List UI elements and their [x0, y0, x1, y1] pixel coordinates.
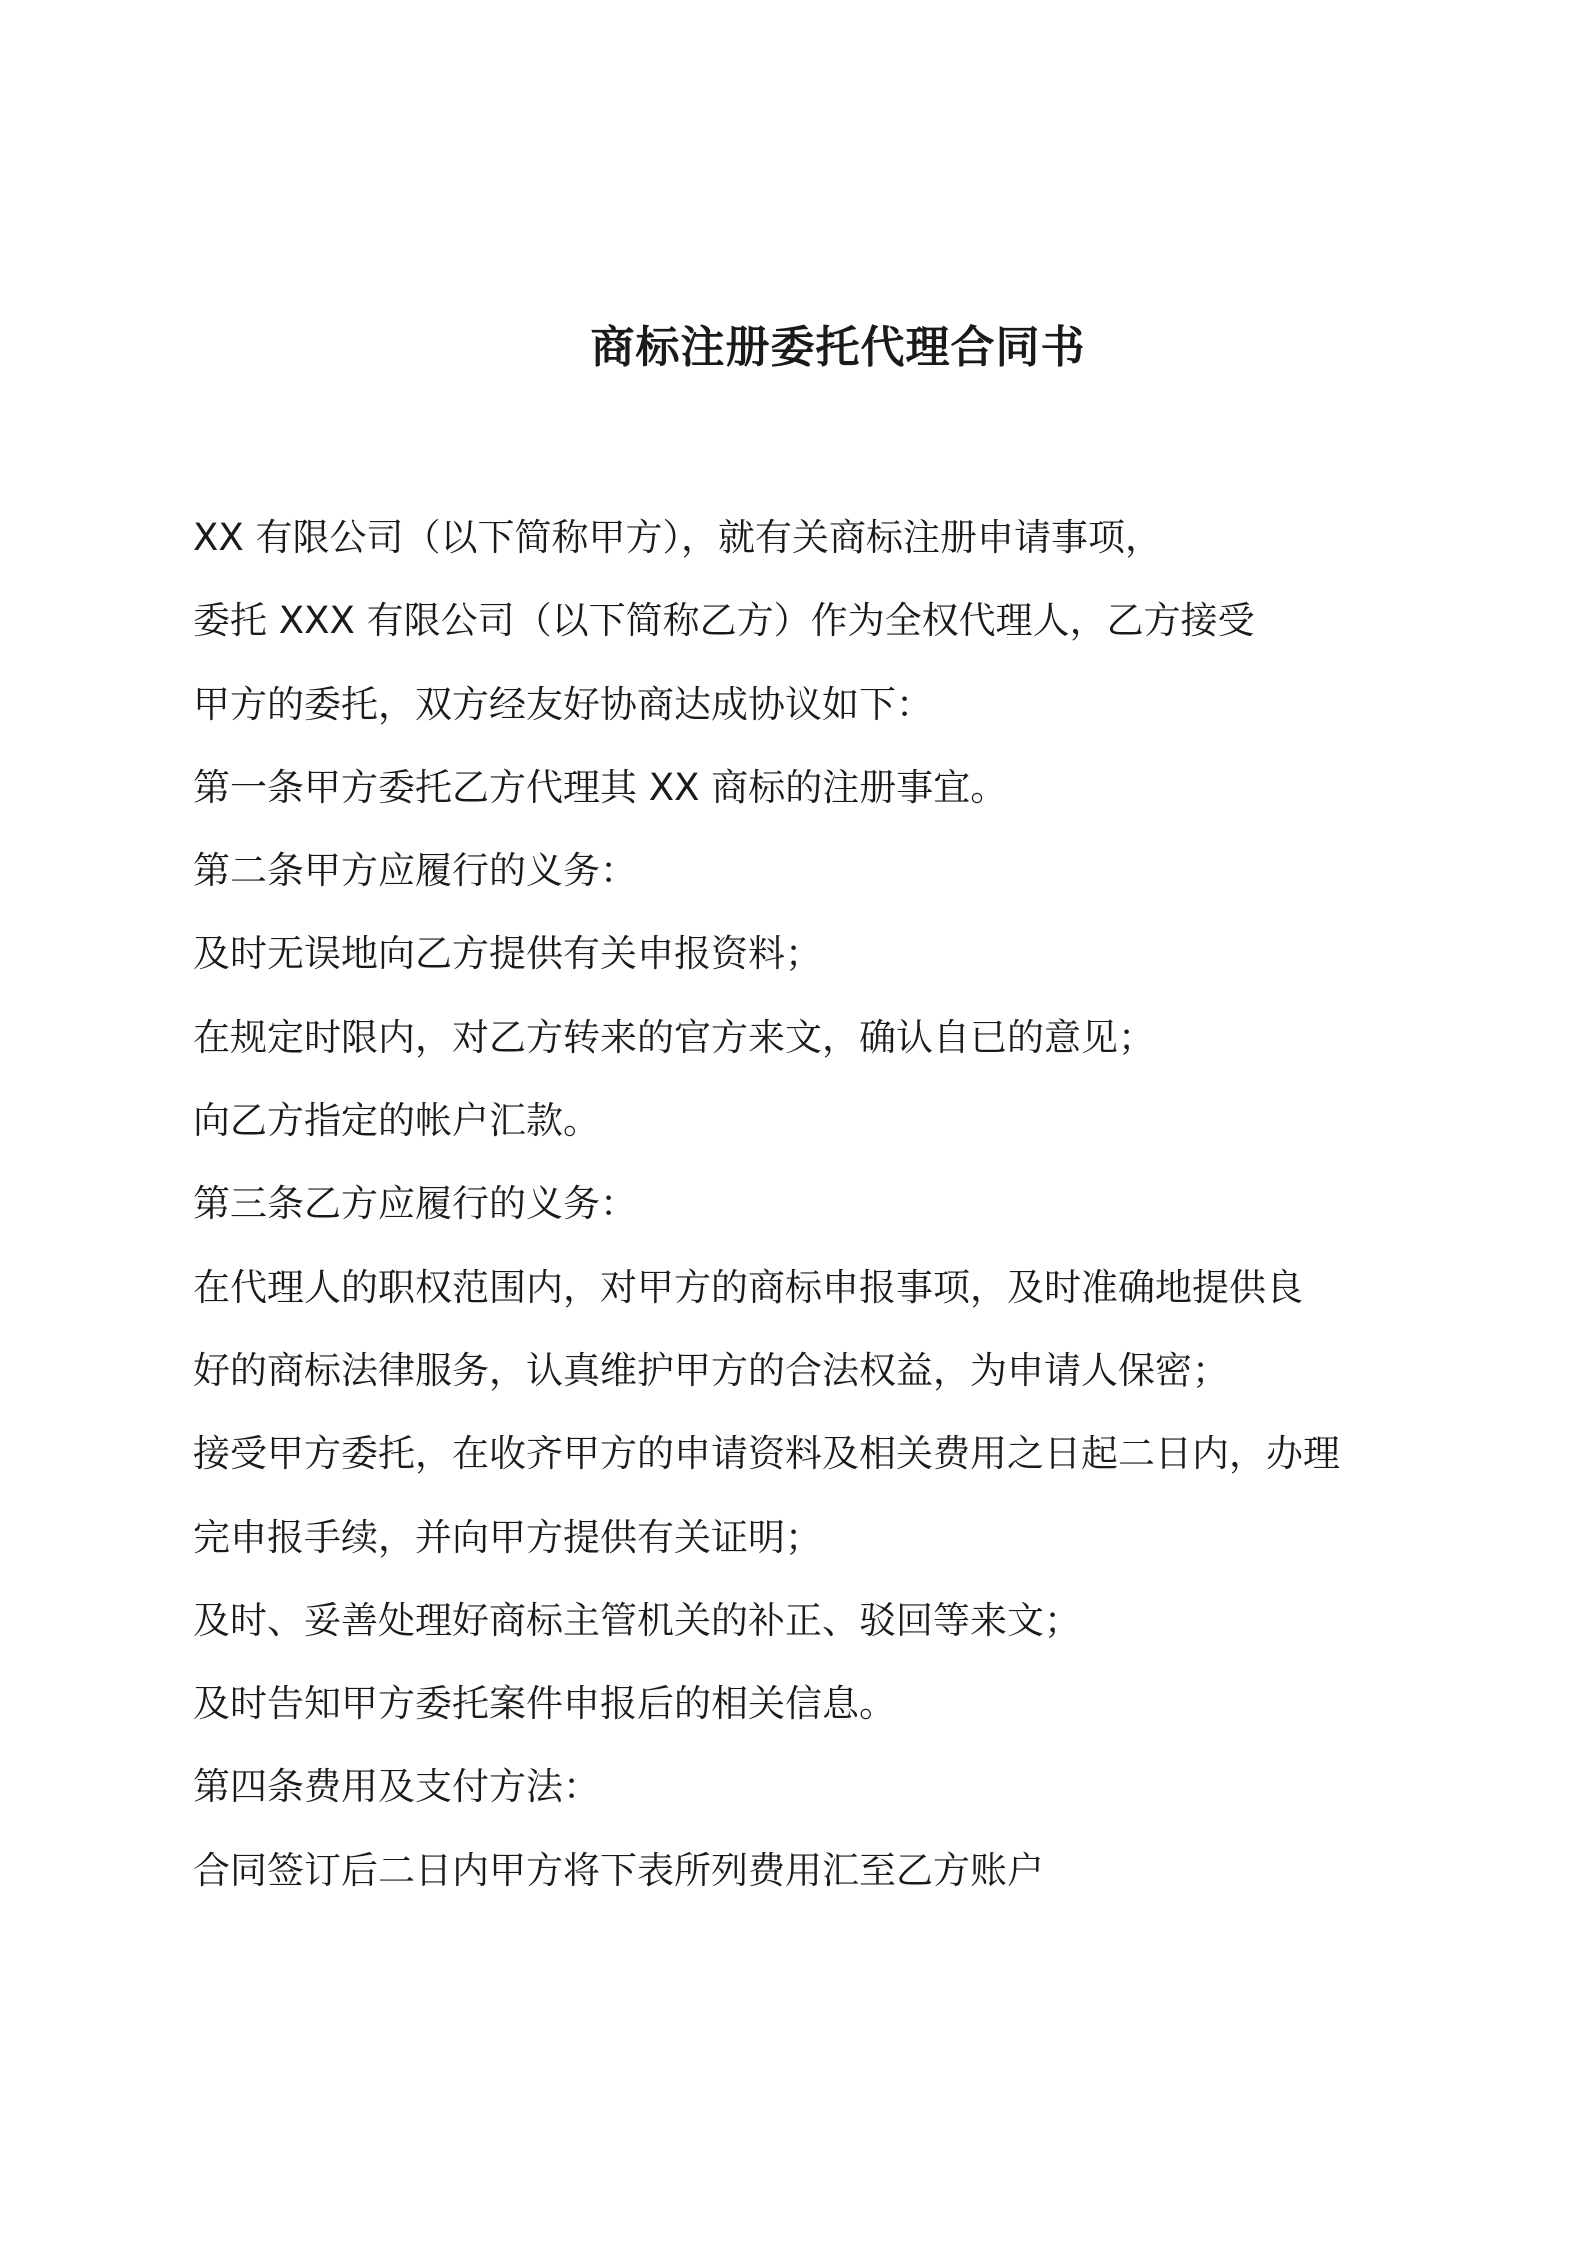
- document-title: 商标注册委托代理合同书: [590, 322, 1086, 373]
- article-3-item-3: 及时、妥善处理好商标主管机关的补正、驳回等来文；: [193, 1598, 1081, 1642]
- document-body: [193, 508, 1423, 1924]
- intro-line-2: 委托 XXX 有限公司（以下简称乙方）作为全权代理人，乙方接受: [193, 599, 1255, 643]
- article-4-heading: 第四条费用及支付方法：: [193, 1765, 600, 1809]
- intro-line-1: XX 有限公司（以下简称甲方），就有关商标注册申请事项，: [193, 516, 1162, 559]
- article-2-item-3: 向乙方指定的帐户汇款。: [193, 1099, 600, 1143]
- article-3-item-4: 及时告知甲方委托案件申报后的相关信息。: [193, 1682, 896, 1726]
- article-2-item-1: 及时无误地向乙方提供有关申报资料；: [193, 932, 822, 976]
- article-3-item-1b: 好的商标法律服务，认真维护甲方的合法权益，为申请人保密；: [193, 1348, 1229, 1392]
- article-2-heading: 第二条甲方应履行的义务：: [193, 849, 637, 893]
- article-3-item-2a: 接受甲方委托，在收齐甲方的申请资料及相关费用之日起二日内，办理: [193, 1432, 1340, 1476]
- article-2-item-2: 在规定时限内，对乙方转来的官方来文，确认自已的意见；: [193, 1015, 1155, 1059]
- article-3-heading: 第三条乙方应履行的义务：: [193, 1182, 637, 1226]
- article-1: 第一条甲方委托乙方代理其 XX 商标的注册事宜。: [193, 765, 1008, 809]
- article-4-item-1: 合同签订后二日内甲方将下表所列费用汇至乙方账户: [193, 1848, 1044, 1892]
- intro-line-3: 甲方的委托，双方经友好协商达成协议如下：: [193, 682, 933, 726]
- article-3-item-2b: 完申报手续，并向甲方提供有关证明；: [193, 1515, 822, 1559]
- article-3-item-1a: 在代理人的职权范围内，对甲方的商标申报事项，及时准确地提供良: [193, 1265, 1303, 1309]
